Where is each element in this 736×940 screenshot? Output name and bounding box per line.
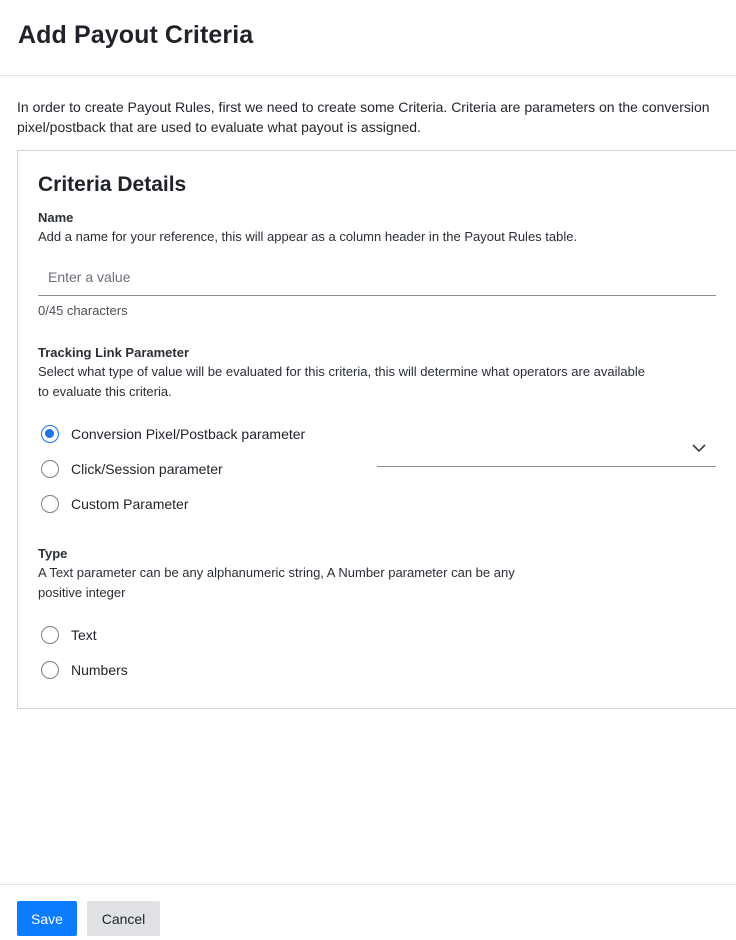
cancel-button[interactable]: Cancel <box>87 901 160 936</box>
parameter-select[interactable] <box>377 434 716 467</box>
tracking-section <box>38 344 736 521</box>
page-title: Add Payout Criteria <box>18 21 254 49</box>
name-input[interactable] <box>38 258 716 296</box>
radio-option-custom-parameter[interactable] <box>38 486 736 521</box>
name-section <box>38 209 736 318</box>
footer-actions <box>0 884 736 940</box>
radio-button[interactable] <box>41 661 59 679</box>
radio-option-numbers[interactable] <box>38 652 736 687</box>
radio-option-label: Custom Parameter <box>71 495 189 512</box>
save-button[interactable]: Save <box>17 901 77 936</box>
radio-option-label: Conversion Pixel/Postback parameter <box>71 425 306 442</box>
radio-option-text[interactable] <box>38 617 736 652</box>
type-help: A Text parameter can be any alphanumeric string, A Number parameter can be any positive integer <box>38 565 515 600</box>
radio-button[interactable] <box>41 460 59 478</box>
tracking-label: Tracking Link Parameter <box>38 345 190 360</box>
page-header <box>0 0 736 76</box>
chevron-down-icon[interactable] <box>692 443 706 453</box>
card-title: Criteria Details <box>38 173 187 196</box>
radio-button[interactable] <box>41 626 59 644</box>
criteria-details-card <box>17 150 736 709</box>
name-label: Name <box>38 210 74 225</box>
radio-button-selected[interactable] <box>41 425 59 443</box>
name-help: Add a name for your reference, this will appear as a column header in the Payout Rules table. <box>38 229 578 244</box>
intro-text: In order to create Payout Rules, first we need to create some Criteria. Criteria are parameters on the conversion pixel/postback that are used to evaluate what payout is assigned. <box>17 99 710 135</box>
radio-option-label: Numbers <box>71 661 128 678</box>
type-label: Type <box>38 546 68 561</box>
radio-option-label: Click/Session parameter <box>71 460 223 477</box>
type-radio-group <box>38 617 736 687</box>
tracking-radio-group <box>38 416 736 521</box>
radio-option-label: Text <box>71 626 97 643</box>
tracking-help: Select what type of value will be evaluated for this criteria, this will determine what operators are available to evaluate this criteria. <box>38 364 645 399</box>
radio-button[interactable] <box>41 495 59 513</box>
type-section <box>38 545 736 687</box>
name-char-count: 0/45 characters <box>38 303 128 318</box>
